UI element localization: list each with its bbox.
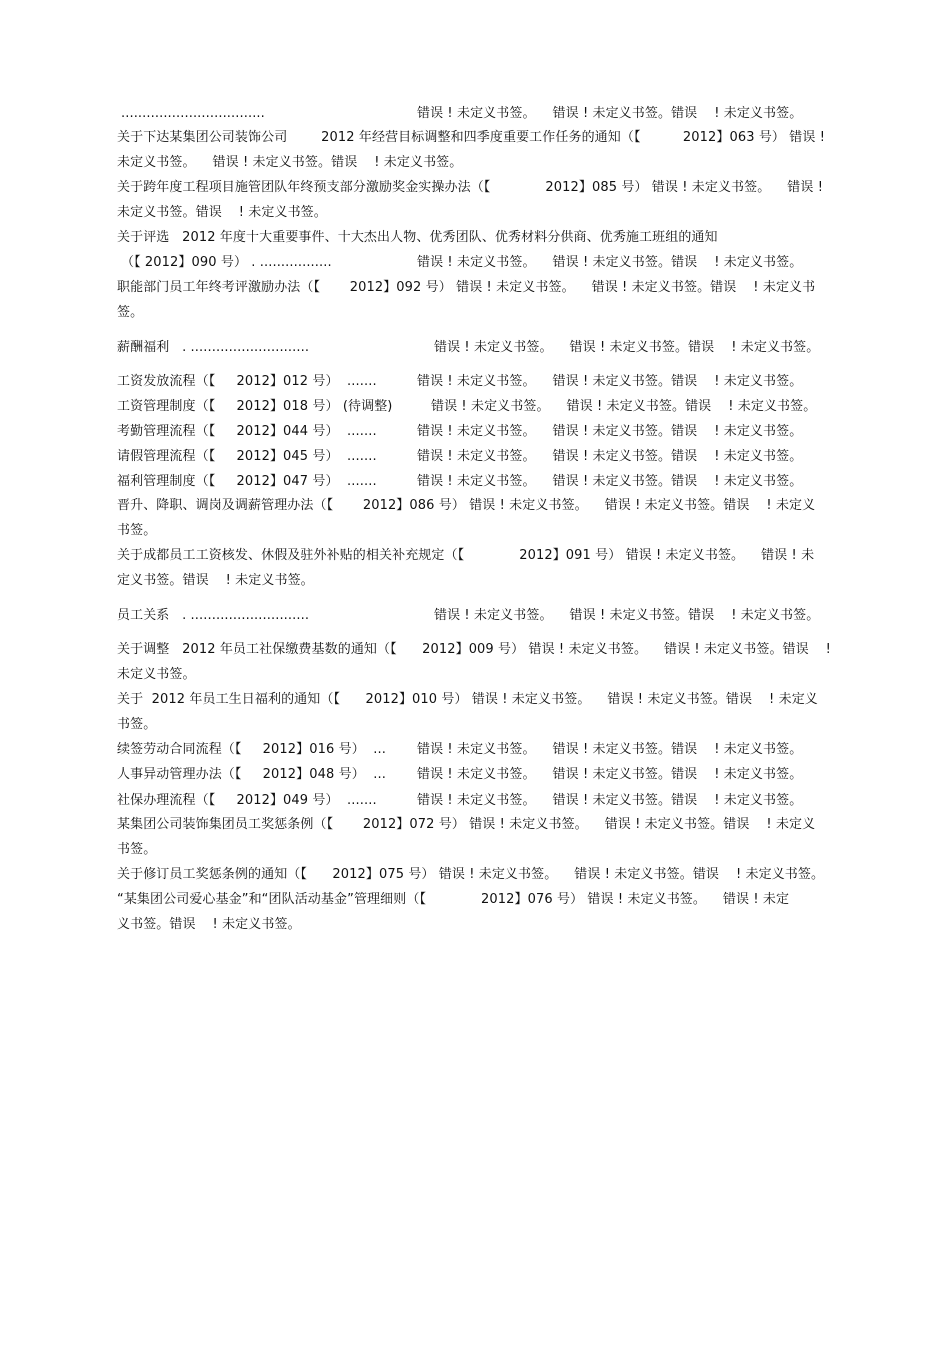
toc-entry-text: 未定义书签。错误 ! 未定义书签。 bbox=[117, 205, 327, 220]
toc-page-ref[interactable]: 错误 ! 未定义书签。 错误 ! 未定义书签。错误 ! 未定义书签。 bbox=[434, 608, 820, 623]
toc-entry-text: 员工关系 . ............................ bbox=[117, 608, 310, 623]
toc-entry-text: 义书签。错误 ! 未定义书签。 bbox=[117, 917, 301, 932]
toc-entry-text: 薪酬福利 . ............................ bbox=[117, 340, 310, 355]
toc-page-ref[interactable]: 错误 ! 未定义书签。 错误 ! 未定义书签。错误 ! 未定义书签。 bbox=[417, 255, 803, 270]
toc-page-ref[interactable]: 错误 ! 未定义书签。 错误 ! 未定义书签。错误 ! 未定义书签。 bbox=[417, 424, 803, 439]
toc-entry-text: 定义书签。错误 ! 未定义书签。 bbox=[117, 573, 314, 588]
toc-entry-text: 考勤管理流程（【 2012】044 号） ....... bbox=[117, 424, 377, 439]
toc-entry-text: 关于下达某集团公司装饰公司 2012 年经营目标调整和四季度重要工作任务的通知（【 2012】063 号） 错误 ! bbox=[117, 130, 826, 145]
toc-entry-text: 某集团公司装饰集团员工奖惩条例（【 2012】072 号） 错误 ! 未定义书签。 错误 ! 未定义书签。错误 ! 未定义 bbox=[117, 817, 816, 832]
toc-entry-text: “某集团公司爱心基金”和“团队活动基金”管理细则（【 2012】076 号） 错误 ! 未定义书签。 错误 ! 未定 bbox=[117, 892, 790, 907]
toc-entry-text: 工资发放流程（【 2012】012 号） ....... bbox=[117, 374, 377, 389]
toc-page-ref[interactable]: 错误 ! 未定义书签。 错误 ! 未定义书签。错误 ! 未定义书签。 bbox=[431, 399, 817, 414]
toc-entry-text: 关于调整 2012 年员工社保缴费基数的通知（【 2012】009 号） 错误 ! 未定义书签。 错误 ! 未定义书签。错误 ! bbox=[117, 642, 831, 657]
toc-page-ref[interactable]: 错误 ! 未定义书签。 错误 ! 未定义书签。错误 ! 未定义书签。 bbox=[417, 793, 803, 808]
toc-page-ref[interactable]: 错误 ! 未定义书签。 错误 ! 未定义书签。错误 ! 未定义书签。 bbox=[417, 106, 803, 121]
toc-entry-text: 关于 2012 年员工生日福利的通知（【 2012】010 号） 错误 ! 未定义书签。 错误 ! 未定义书签。错误 ! 未定义 bbox=[117, 692, 818, 707]
toc-entry-text: 人事异动管理办法（【 2012】048 号） ... bbox=[117, 767, 386, 782]
toc-entry-text: 请假管理流程（【 2012】045 号） ....... bbox=[117, 449, 377, 464]
toc-entry-text: 书签。 bbox=[117, 523, 157, 538]
toc-entry-text: 工资管理制度（【 2012】018 号） (待调整) bbox=[117, 399, 393, 414]
toc-entry-text: 职能部门员工年终考评激励办法（【 2012】092 号） 错误 ! 未定义书签。 错误 ! 未定义书签。错误 ! 未定义书 bbox=[117, 280, 816, 295]
toc-page-ref[interactable]: 错误 ! 未定义书签。 错误 ! 未定义书签。错误 ! 未定义书签。 bbox=[434, 340, 820, 355]
toc-entry-text: 关于评选 2012 年度十大重要事件、十大杰出人物、优秀团队、优秀材料分供商、优秀施工班组的通知 bbox=[117, 230, 718, 245]
toc-entry-text: 书签。 bbox=[117, 842, 157, 857]
toc-entry-text: 福利管理制度（【 2012】047 号） ....... bbox=[117, 474, 377, 489]
toc-page-ref[interactable]: 错误 ! 未定义书签。 错误 ! 未定义书签。错误 ! 未定义书签。 bbox=[417, 767, 803, 782]
toc-page-ref[interactable]: 错误 ! 未定义书签。 错误 ! 未定义书签。错误 ! 未定义书签。 bbox=[417, 374, 803, 389]
toc-entry-text: 签。 bbox=[117, 305, 144, 320]
toc-entry-text: 晋升、降职、调岗及调薪管理办法（【 2012】086 号） 错误 ! 未定义书签。 错误 ! 未定义书签。错误 ! 未定义 bbox=[117, 498, 816, 513]
toc-page-ref[interactable]: 错误 ! 未定义书签。 错误 ! 未定义书签。错误 ! 未定义书签。 bbox=[417, 474, 803, 489]
toc-entry-text: 续签劳动合同流程（【 2012】016 号） ... bbox=[117, 742, 386, 757]
toc-entry-text: 关于成都员工工资核发、休假及驻外补贴的相关补充规定（【 2012】091 号） 错误 ! 未定义书签。 错误 ! 未 bbox=[117, 548, 815, 563]
toc-entry-text: 未定义书签。 错误 ! 未定义书签。错误 ! 未定义书签。 bbox=[117, 155, 463, 170]
toc-entry-text: 社保办理流程（【 2012】049 号） ....... bbox=[117, 793, 377, 808]
toc-page-ref[interactable]: 错误 ! 未定义书签。 错误 ! 未定义书签。错误 ! 未定义书签。 bbox=[417, 742, 803, 757]
toc-entry-text: （【 2012】090 号） . ................. bbox=[121, 255, 332, 270]
toc-page-ref[interactable]: 错误 ! 未定义书签。 错误 ! 未定义书签。错误 ! 未定义书签。 bbox=[417, 449, 803, 464]
toc-entry-text: 关于修订员工奖惩条例的通知（【 2012】075 号） 错误 ! 未定义书签。 错误 ! 未定义书签。错误 ! 未定义书签。 bbox=[117, 867, 825, 882]
toc-entry-text: 关于跨年度工程项目施管团队年终预支部分激励奖金实操办法（【 2012】085 号） 错误 ! 未定义书签。 错误 ! bbox=[117, 180, 824, 195]
toc-entry-text: 书签。 bbox=[117, 717, 157, 732]
toc-entry-text: 未定义书签。 bbox=[117, 667, 196, 682]
toc-entry-text: .................................. bbox=[121, 106, 265, 121]
